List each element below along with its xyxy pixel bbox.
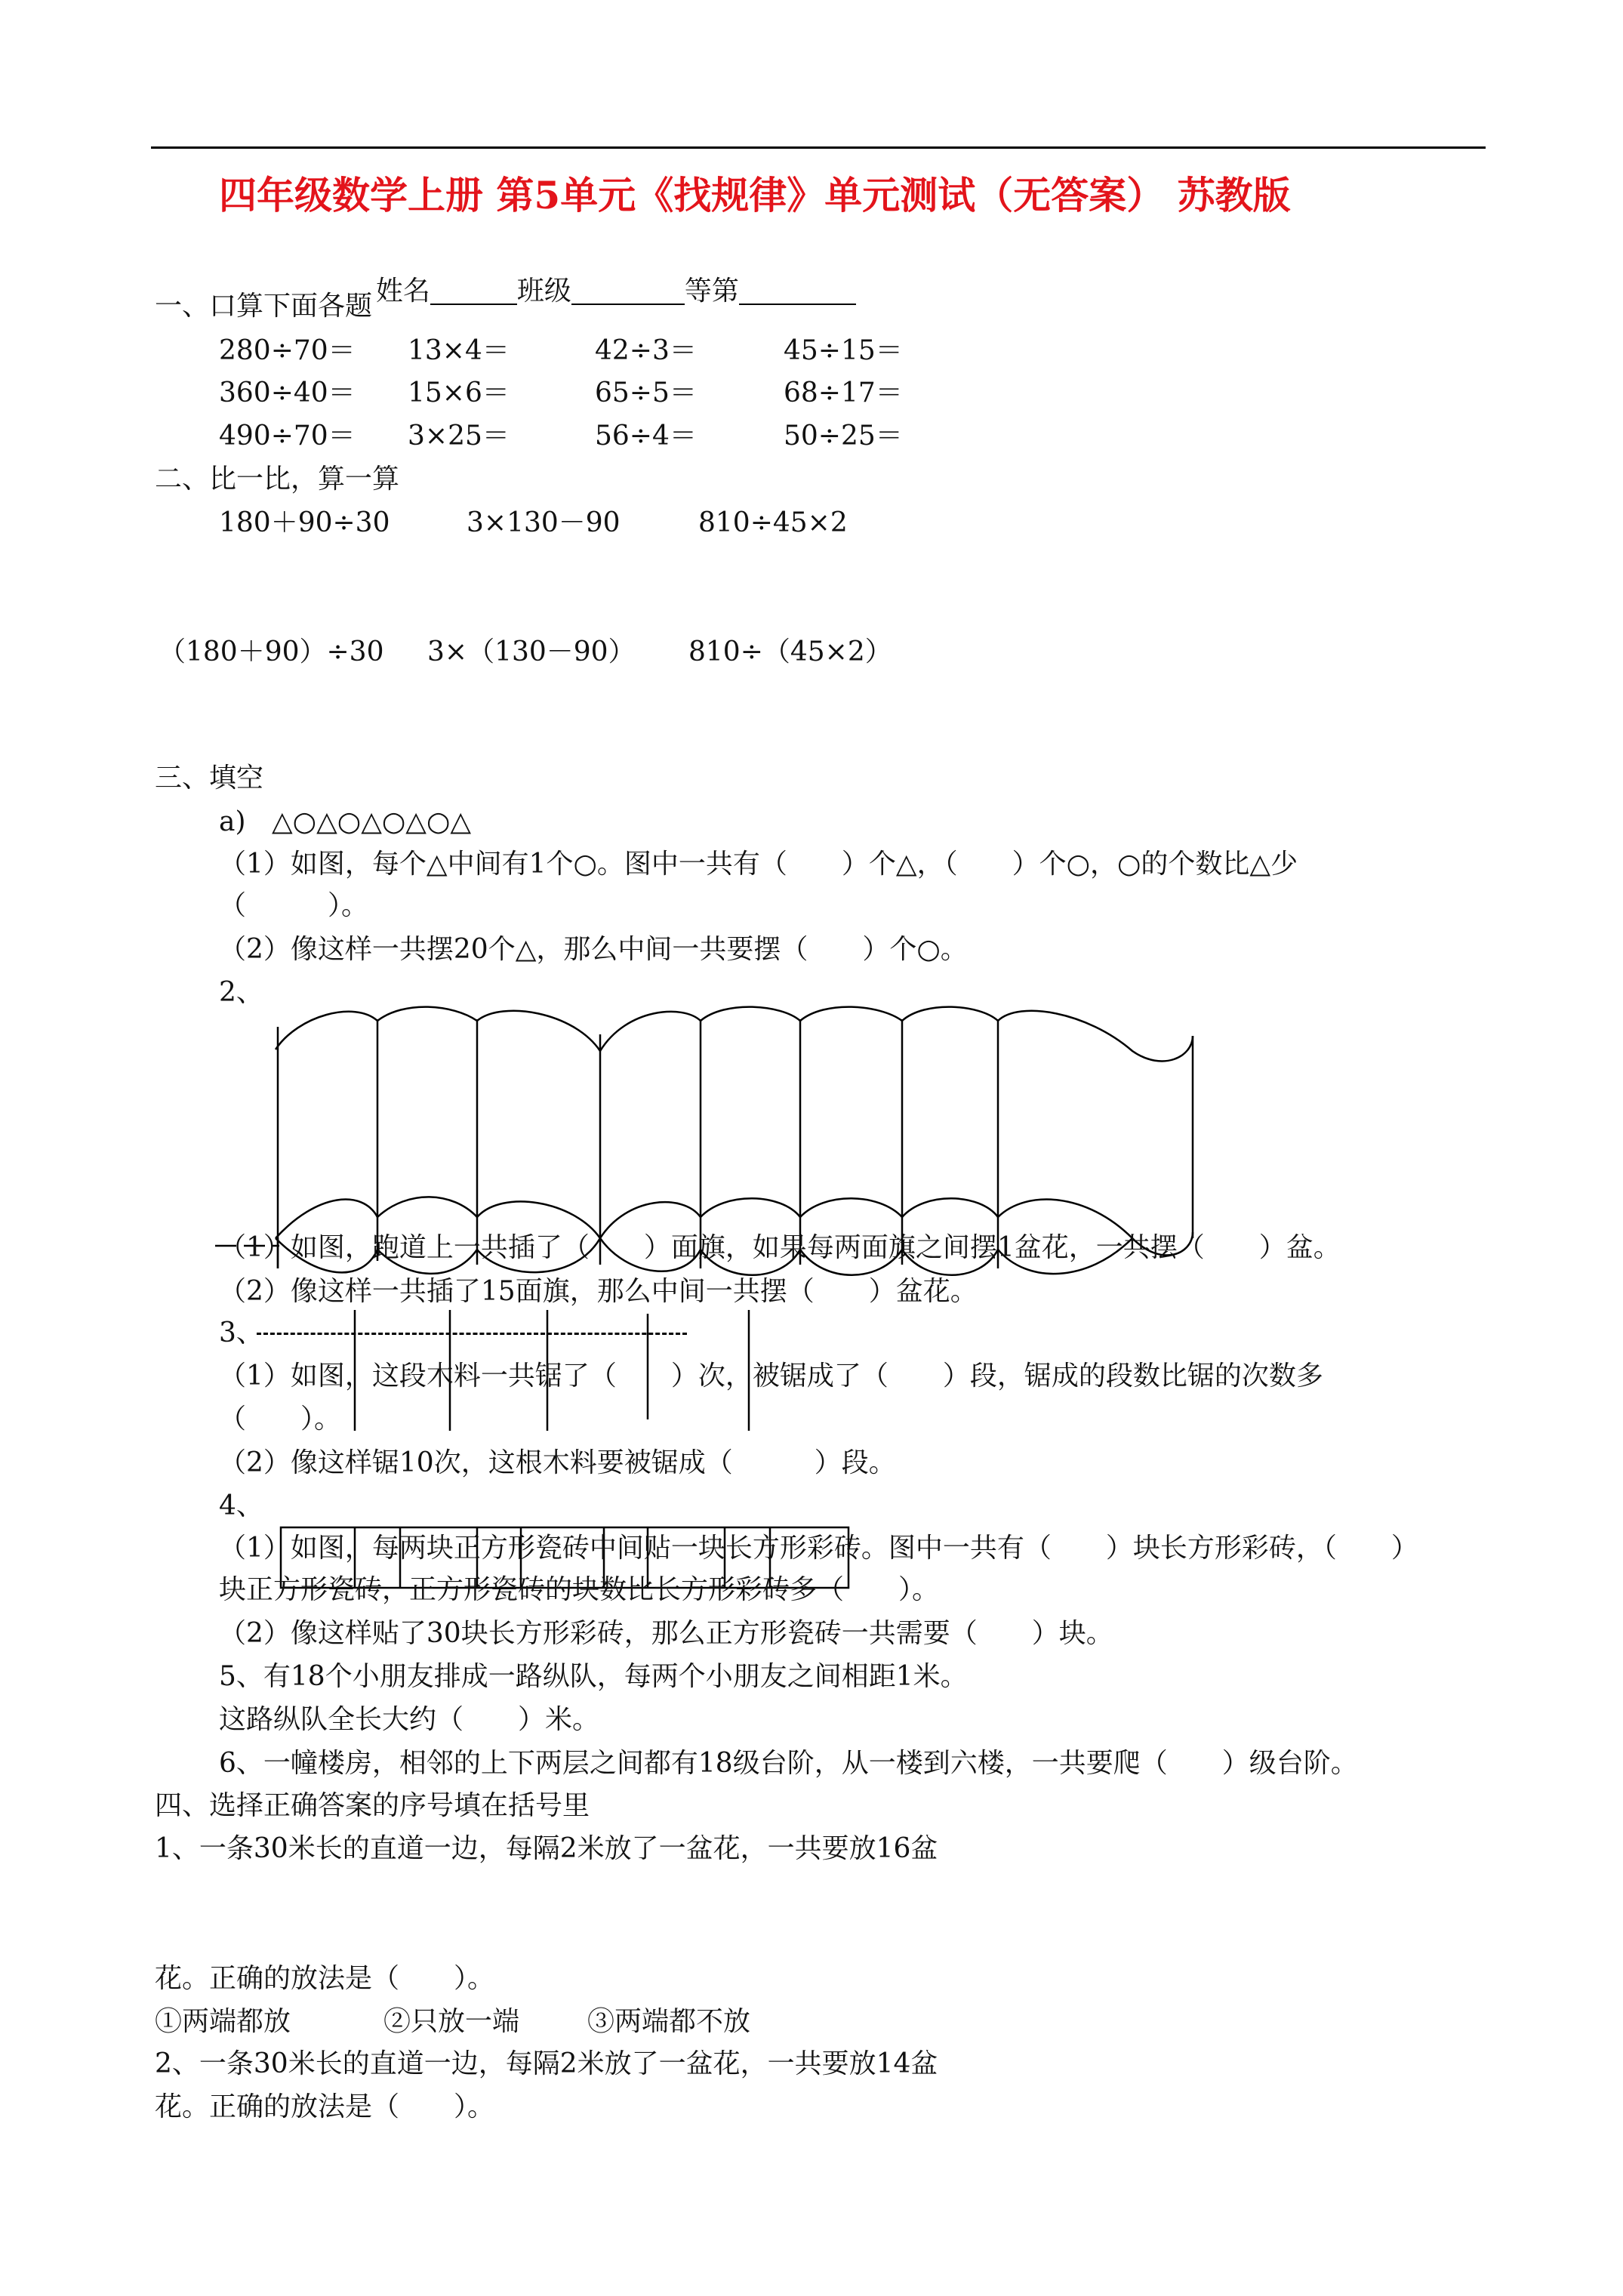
calc-item: 65÷5＝ <box>595 378 697 408</box>
q-3-label: 3、 <box>219 1318 263 1348</box>
section-4-heading: 四、选择正确答案的序号填在括号里 <box>155 1790 590 1821</box>
compare-item: 180＋90÷30 <box>219 507 390 538</box>
compare-item: 3×（130－90） <box>427 636 636 667</box>
calc-item: 360÷40＝ <box>219 378 356 408</box>
question-text: 2、一条30米长的直道一边，每隔2米放了一盆花，一共要放14盆 <box>155 2048 938 2079</box>
calc-item: 56÷4＝ <box>595 421 697 451</box>
question-text: 花。正确的放法是（ ）。 <box>155 2091 495 2122</box>
question-text: 这路纵队全长大约（ ）米。 <box>219 1704 600 1735</box>
wood-strip <box>257 1333 687 1335</box>
page-title: 四年级数学上册 第5单元《找规律》单元测试（无答案） 苏教版 <box>219 173 1291 217</box>
calc-item: 490÷70＝ <box>219 421 356 451</box>
compare-item: 810÷（45×2） <box>688 636 892 667</box>
grade-label: 等第 <box>684 276 739 307</box>
q-a-label: a) <box>219 806 246 837</box>
q-4-label: 4、 <box>219 1490 263 1521</box>
name-label: 姓名 <box>375 276 430 307</box>
compare-item: 810÷45×2 <box>698 507 848 538</box>
option-2: ②只放一端 <box>383 2006 520 2037</box>
calc-item: 13×4＝ <box>408 335 510 366</box>
question-text: （ ）。 <box>219 1404 342 1435</box>
question-text: 5、有18个小朋友排成一路纵队，每两个小朋友之间相距1米。 <box>219 1661 968 1692</box>
question-text: 1、一条30米长的直道一边，每隔2米放了一盆花，一共要放16盆 <box>155 1833 938 1864</box>
calc-item: 68÷17＝ <box>784 378 903 408</box>
question-text: （ ）。 <box>219 890 369 921</box>
calc-item: 280÷70＝ <box>219 335 356 366</box>
question-text: （1）如图，每两块正方形瓷砖中间贴一块长方形彩砖。图中一共有（ ）块长方形彩砖，（ ） <box>219 1533 1418 1564</box>
class-label: 班级 <box>516 276 571 307</box>
question-text: （2）像这样锯10次，这根木料要被锯成（ ）段。 <box>219 1447 896 1478</box>
question-text: （1）如图，每个△中间有1个○。图中一共有（ ）个△，（ ）个○，○的个数比△少 <box>219 849 1298 880</box>
question-text: （2）像这样贴了30块长方形彩砖，那么正方形瓷砖一共需要（ ）块。 <box>219 1618 1113 1649</box>
question-text: （1）如图，这段木料一共锯了（ ）次，被锯成了（ ）段，锯成的段数比锯的次数多 <box>219 1361 1323 1391</box>
section-1-heading: 一、口算下面各题 <box>155 291 373 322</box>
compare-item: 3×130－90 <box>467 507 621 538</box>
question-text: 6、一幢楼房，相邻的上下两层之间都有18级台阶，从一楼到六楼，一共要爬（ ）级台阶。 <box>219 1748 1358 1779</box>
question-text: （2）像这样一共插了15面旗，那么中间一共摆（ ）盆花。 <box>219 1276 978 1307</box>
flag-top-wave <box>276 1007 1193 1062</box>
calc-item: 3×25＝ <box>408 421 510 451</box>
calc-item: 50÷25＝ <box>784 421 903 451</box>
question-text: 花。正确的放法是（ ）。 <box>155 1963 495 1994</box>
question-text: （1）如图，跑道上一共插了（ ）面旗，如果每两面旗之间摆1盆花，一共摆（ ）盆。 <box>219 1232 1341 1263</box>
shape-pattern: △○△○△○△○△ <box>272 806 472 837</box>
option-1: ①两端都放 <box>155 2006 291 2037</box>
q-2-label: 2、 <box>219 977 263 1008</box>
question-text: 块正方形瓷砖，正方形瓷砖的块数比长方形彩砖多（ ）。 <box>219 1574 940 1605</box>
section-3-heading: 三、填空 <box>155 763 264 794</box>
option-3: ③两端都不放 <box>587 2006 751 2037</box>
calc-item: 42÷3＝ <box>595 335 697 366</box>
question-text: （2）像这样一共摆20个△，那么中间一共要摆（ ）个○。 <box>219 934 968 965</box>
compare-item: （180＋90）÷30 <box>159 636 384 667</box>
calc-item: 45÷15＝ <box>784 335 903 366</box>
section-2-heading: 二、比一比，算一算 <box>155 464 400 495</box>
calc-item: 15×6＝ <box>408 378 510 408</box>
